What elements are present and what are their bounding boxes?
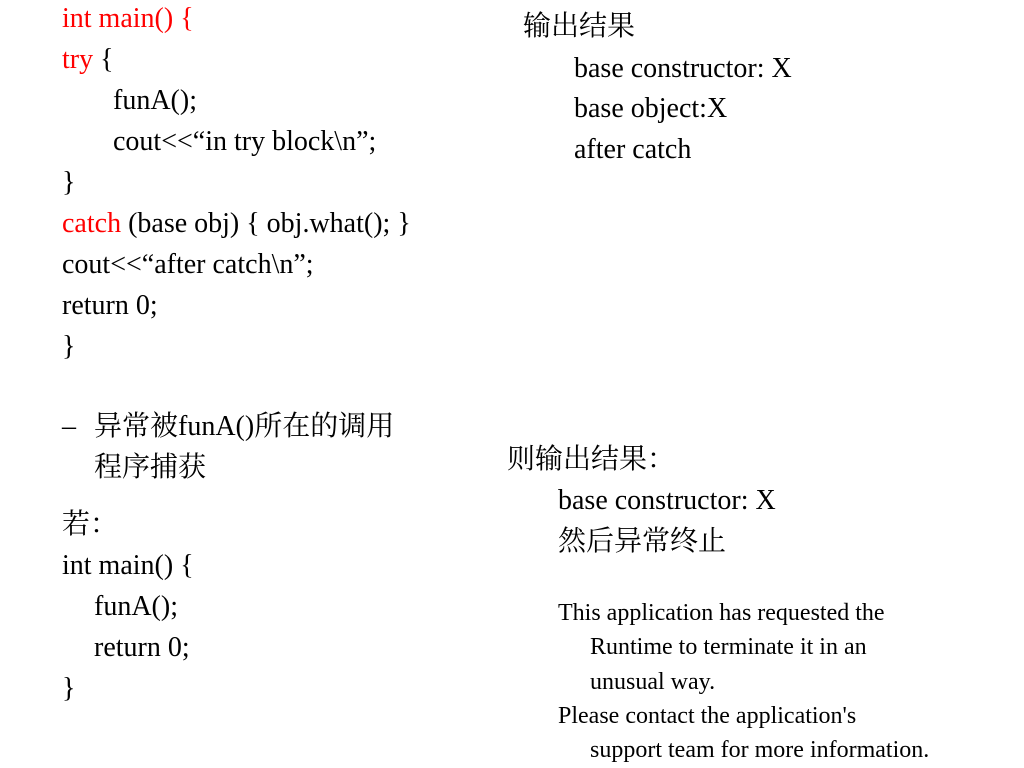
runtime-message-line-5: support team for more information. bbox=[590, 737, 930, 763]
runtime-message-line-2: Runtime to terminate it in an bbox=[590, 634, 867, 660]
catch-keyword: catch bbox=[62, 208, 122, 239]
output1-line-3: after catch bbox=[574, 134, 692, 165]
second-code-return: return 0; bbox=[94, 632, 190, 663]
output1-title: 输出结果 bbox=[523, 11, 636, 42]
code-line-close-main: } bbox=[62, 331, 76, 362]
second-code-close: } bbox=[62, 673, 76, 704]
note-line-2: 程序捕获 bbox=[94, 452, 207, 483]
second-intro: 若： bbox=[62, 509, 119, 540]
output1-line-2: base object:X bbox=[574, 93, 728, 124]
code-line-funa-call: funA(); bbox=[113, 85, 197, 116]
code-line-catch bbox=[62, 210, 411, 238]
runtime-message-line-1: This application has requested the bbox=[558, 600, 885, 626]
runtime-message-line-3: unusual way. bbox=[590, 669, 716, 695]
catch-body: (base obj) { obj.what(); } bbox=[121, 208, 411, 239]
code-line-cout-try: cout<<“in try block\n”; bbox=[113, 126, 377, 157]
note-dash: – bbox=[62, 411, 76, 442]
try-brace: { bbox=[93, 44, 114, 75]
runtime-message-line-4: Please contact the application's bbox=[558, 703, 857, 729]
output2-title: 则输出结果： bbox=[507, 444, 676, 475]
try-keyword: try bbox=[62, 44, 94, 75]
note-line-1: 异常被funA()所在的调用 bbox=[94, 411, 395, 442]
code-line-try bbox=[62, 46, 114, 74]
output2-line-2: 然后异常终止 bbox=[558, 526, 727, 557]
code-line-cout-after: cout<<“after catch\n”; bbox=[62, 249, 314, 280]
second-code-funa-call: funA(); bbox=[94, 591, 178, 622]
second-code-main-decl: int main() { bbox=[62, 550, 194, 581]
code-line-close-try: } bbox=[62, 167, 76, 198]
code-line-main-decl: int main() { bbox=[62, 3, 194, 34]
output1-line-1: base constructor: X bbox=[574, 53, 792, 84]
output2-line-1: base constructor: X bbox=[558, 485, 776, 516]
code-line-return: return 0; bbox=[62, 290, 158, 321]
